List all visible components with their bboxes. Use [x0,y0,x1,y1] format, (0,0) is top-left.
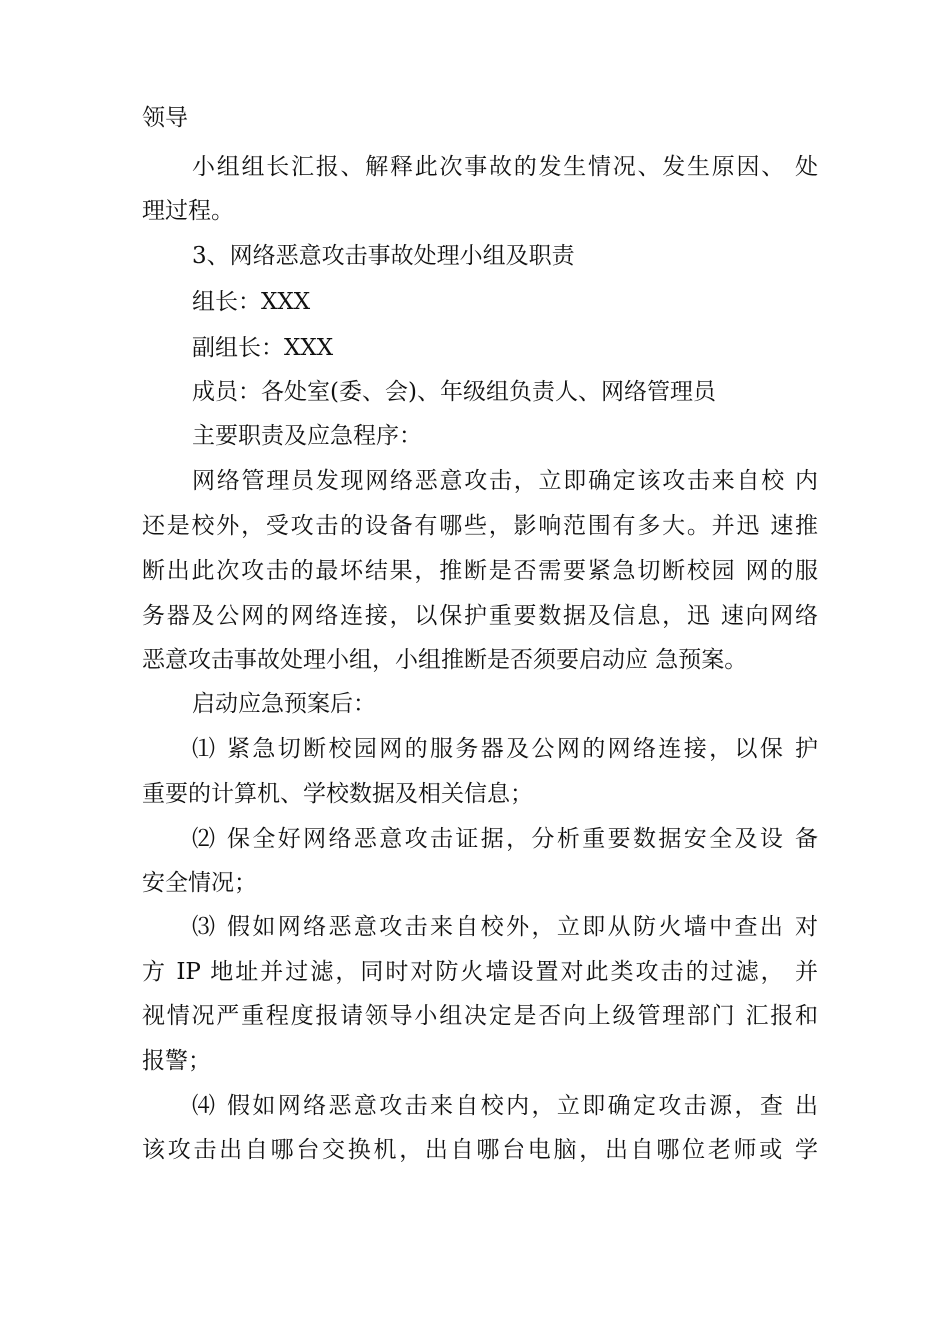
text-line: 主要职责及应急程序： [192,423,422,449]
text-line: 务器及公网的网络连接，以保护重要数据及信息，迅 速向网络 [142,603,818,629]
text-line: 小组组长汇报、解释此次事故的发生情况、发生原因、 处 [192,154,818,180]
text-line: 理过程。 [142,198,234,224]
text-line: 还是校外，受攻击的设备有哪些，影响范围有多大。并迅 速推 [142,513,818,539]
text-line: 启动应急预案后： [192,691,376,717]
text-line: 该攻击出自哪台交换机，出自哪台电脑，出自哪位老师或 学 [142,1137,818,1163]
text-line: 视情况严重程度报请领导小组决定是否向上级管理部门 汇报和 [142,1003,818,1029]
text-line: 安全情况； [142,870,257,896]
text-line: 断出此次攻击的最坏结果，推断是否需要紧急切断校园 网的服 [142,558,818,584]
list-item: ⑴ 紧急切断校园网的服务器及公网的网络连接，以保 护 [192,736,818,762]
list-item: ⑷ 假如网络恶意攻击来自校内，立即确定攻击源，查 出 [192,1093,818,1119]
text-line: 网络管理员发现网络恶意攻击，立即确定该攻击来自校 内 [192,468,818,494]
section-heading: 3、网络恶意攻击事故处理小组及职责 [192,243,575,269]
text-line: 成员：各处室(委、会)、年级组负责人、网络管理员 [192,379,716,405]
text-line: 组长：XXX [192,289,311,315]
text-line: 副组长：XXX [192,335,334,361]
text-line: 报警； [142,1048,211,1074]
text-line: 重要的计算机、学校数据及相关信息； [142,781,533,807]
text-line: 方 IP 地址并过滤，同时对防火墙设置对此类攻击的过滤， 并 [142,959,818,985]
text-line: 领导 [142,105,188,131]
list-item: ⑶ 假如网络恶意攻击来自校外，立即从防火墙中查出 对 [192,914,818,940]
list-item: ⑵ 保全好网络恶意攻击证据，分析重要数据安全及设 备 [192,826,818,852]
text-line: 恶意攻击事故处理小组，小组推断是否须要启动应 急预案。 [142,647,748,673]
